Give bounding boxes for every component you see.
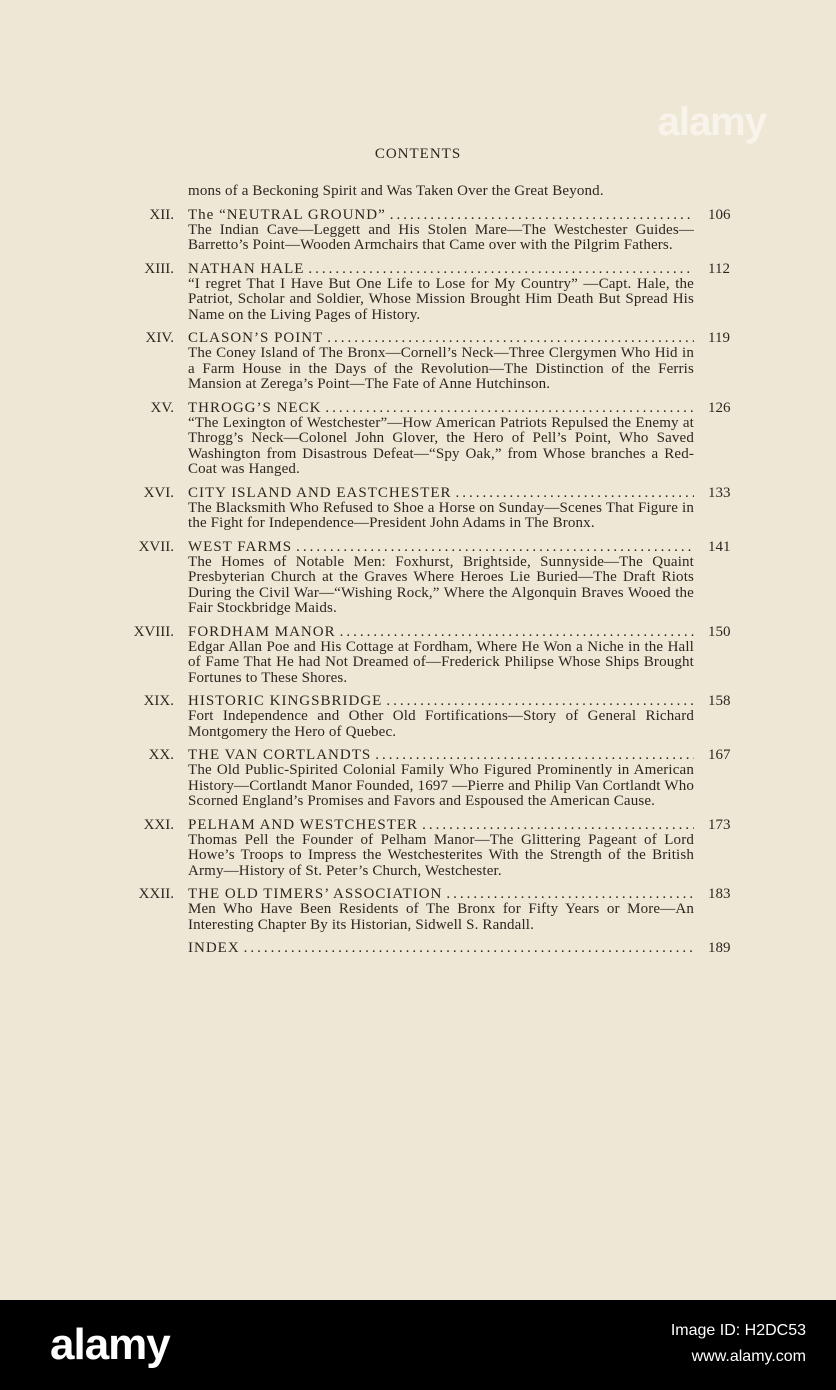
- toc-entry-19: [0, 693, 836, 740]
- page-number: 106: [708, 206, 731, 223]
- dot-leader: [446, 886, 694, 902]
- toc-entry-18: [0, 624, 836, 687]
- chapter-title: WEST FARMS: [188, 538, 293, 555]
- chapter-title: NATHAN HALE: [188, 260, 305, 277]
- chapter-numeral: XVII.: [138, 538, 174, 555]
- chapter-numeral: XVIII.: [133, 623, 174, 640]
- toc-entry-21: [0, 817, 836, 880]
- chapter-numeral: XIX.: [143, 693, 174, 709]
- page-number: 141: [708, 538, 731, 555]
- chapter-numeral: XX.: [148, 747, 174, 763]
- chapter-title: CITY ISLAND AND EASTCHESTER: [188, 484, 452, 501]
- chapter-summary: The Homes of Notable Men: Foxhurst, Brightside, Sunnyside—The Quaint Presbyterian Church at the Graves Where Heroes Lie Buried—The Draft Riots During the Civil War—“Wishing Rock,” Where the Algonquin Braves Wooed the Fair Stockbridge Maids.: [188, 553, 694, 616]
- chapter-numeral: XIII.: [144, 260, 174, 277]
- page-number: 126: [708, 399, 731, 416]
- chapter-summary: The Indian Cave—Leggett and His Stolen Mare—The Westchester Guides—Barretto’s Point—Wooden Armchairs that Came over with the Pilgrim Fathers.: [188, 221, 694, 253]
- chapter-numeral: XIV.: [145, 330, 174, 346]
- toc-entry-20: [0, 747, 836, 810]
- dot-leader: [422, 817, 694, 833]
- chapter-numeral: XXI.: [143, 816, 174, 833]
- chapter-numeral: XII.: [149, 206, 174, 223]
- toc-entry-16: [0, 485, 836, 532]
- dot-leader: [375, 747, 694, 763]
- dot-leader: [327, 330, 694, 346]
- chapter-summary: “I regret That I Have But One Life to Lose for My Country” —Capt. Hale, the Patriot, Scholar and Soldier, Whose Mission Brought Him Death But Spread His Name on the Living Pages of History.: [188, 275, 694, 323]
- chapter-title: HISTORIC KINGSBRIDGE: [188, 693, 383, 709]
- chapter-summary: The Blacksmith Who Refused to Shoe a Horse on Sunday—Scenes That Figure in the Fight for Independence—President John Adams in The Bronx.: [188, 499, 694, 531]
- chapter-numeral: XV.: [150, 399, 174, 416]
- image-id-label: Image ID: H2DC53: [670, 1322, 806, 1339]
- toc-entry-index: [0, 940, 836, 956]
- page-number: 173: [708, 816, 731, 833]
- dot-leader: [390, 207, 694, 223]
- page-number: 119: [708, 330, 730, 346]
- page-number: 133: [708, 484, 731, 501]
- stock-footer-bar: [0, 1300, 836, 1390]
- chapter-title: The “NEUTRAL GROUND”: [188, 206, 386, 223]
- toc-entry-14: [0, 330, 836, 393]
- chapter-summary: Men Who Have Been Residents of The Bronx for Fifty Years or More—An Interesting Chapter By its Historian, Sidwell S. Randall.: [188, 901, 694, 933]
- continuation-text: mons of a Beckoning Spirit and Was Taken Over the Great Beyond.: [188, 183, 604, 199]
- running-head: CONTENTS: [374, 146, 462, 162]
- dot-leader: [386, 693, 694, 709]
- chapter-title: THROGG’S NECK: [188, 399, 322, 416]
- page-number: 158: [708, 693, 731, 709]
- chapter-title: THE VAN CORTLANDTS: [188, 747, 372, 763]
- dot-leader: [244, 940, 694, 956]
- chapter-summary: The Coney Island of The Bronx—Cornell’s Neck—Three Clergymen Who Hid in a Farm House in the Days of the Revolution—The Distinction of the Ferris Mansion at Zerega’s Point—The Fate of Anne Hutchinson.: [188, 345, 694, 392]
- dot-leader: [325, 400, 694, 416]
- watermark: alamy: [657, 100, 766, 144]
- chapter-summary: The Old Public-Spirited Colonial Family Who Figured Prominently in American History—Cortlandt Manor Founded, 1697 —Pierre and Philip Van Cortlandt Who Scorned England’s Promises and Favors and Espoused the American Cause.: [188, 762, 694, 809]
- dot-leader: [296, 539, 694, 555]
- page-number: 167: [708, 747, 731, 763]
- index-title: INDEX: [188, 940, 240, 956]
- toc-entry-17: [0, 539, 836, 617]
- chapter-title: CLASON’S POINT: [188, 330, 324, 346]
- chapter-title: THE OLD TIMERS’ ASSOCIATION: [188, 886, 443, 902]
- toc-entry-15: [0, 400, 836, 478]
- table-of-contents: [0, 184, 836, 963]
- chapter-numeral: XXII.: [138, 886, 174, 902]
- dot-leader: [340, 624, 694, 640]
- footer-url: www.alamy.com: [691, 1348, 806, 1365]
- chapter-summary: Fort Independence and Other Old Fortifications—Story of General Richard Montgomery the Hero of Quebec.: [188, 708, 694, 740]
- toc-entry-22: [0, 886, 836, 933]
- page-number: 183: [708, 886, 731, 902]
- chapter-summary: “The Lexington of Westchester”—How American Patriots Repulsed the Enemy at Throgg’s Neck—Colonel John Glover, the Hero of Pell’s Point, Who Saved Washington from Disastrous Defeat—“Spy Oak,” from Whose branches a Red-Coat was Hanged.: [188, 414, 694, 477]
- chapter-title: PELHAM AND WESTCHESTER: [188, 816, 419, 833]
- alamy-logo: alamy: [50, 1320, 170, 1369]
- chapter-summary: Edgar Allan Poe and His Cottage at Fordham, Where He Won a Niche in the Hall of Fame That He had Not Dreamed of—Frederick Philipse Whose Ships Brought Fortunes to These Shores.: [188, 638, 694, 686]
- chapter-summary: Thomas Pell the Founder of Pelham Manor—The Glittering Pageant of Lord Howe’s Troops to Impress the Westchesterites With the Strength of the British Army—History of St. Peter’s Church, Westchester.: [188, 831, 694, 879]
- dot-leader: [456, 485, 694, 501]
- dot-leader: [308, 261, 694, 277]
- toc-entry-13: [0, 261, 836, 324]
- continuation-entry: [0, 184, 836, 200]
- page-number: 150: [708, 623, 731, 640]
- chapter-numeral: XVI.: [143, 484, 174, 501]
- page-number: 189: [708, 940, 731, 956]
- chapter-title: FORDHAM MANOR: [188, 623, 336, 640]
- page-number: 112: [708, 260, 730, 277]
- toc-entry-12: [0, 207, 836, 254]
